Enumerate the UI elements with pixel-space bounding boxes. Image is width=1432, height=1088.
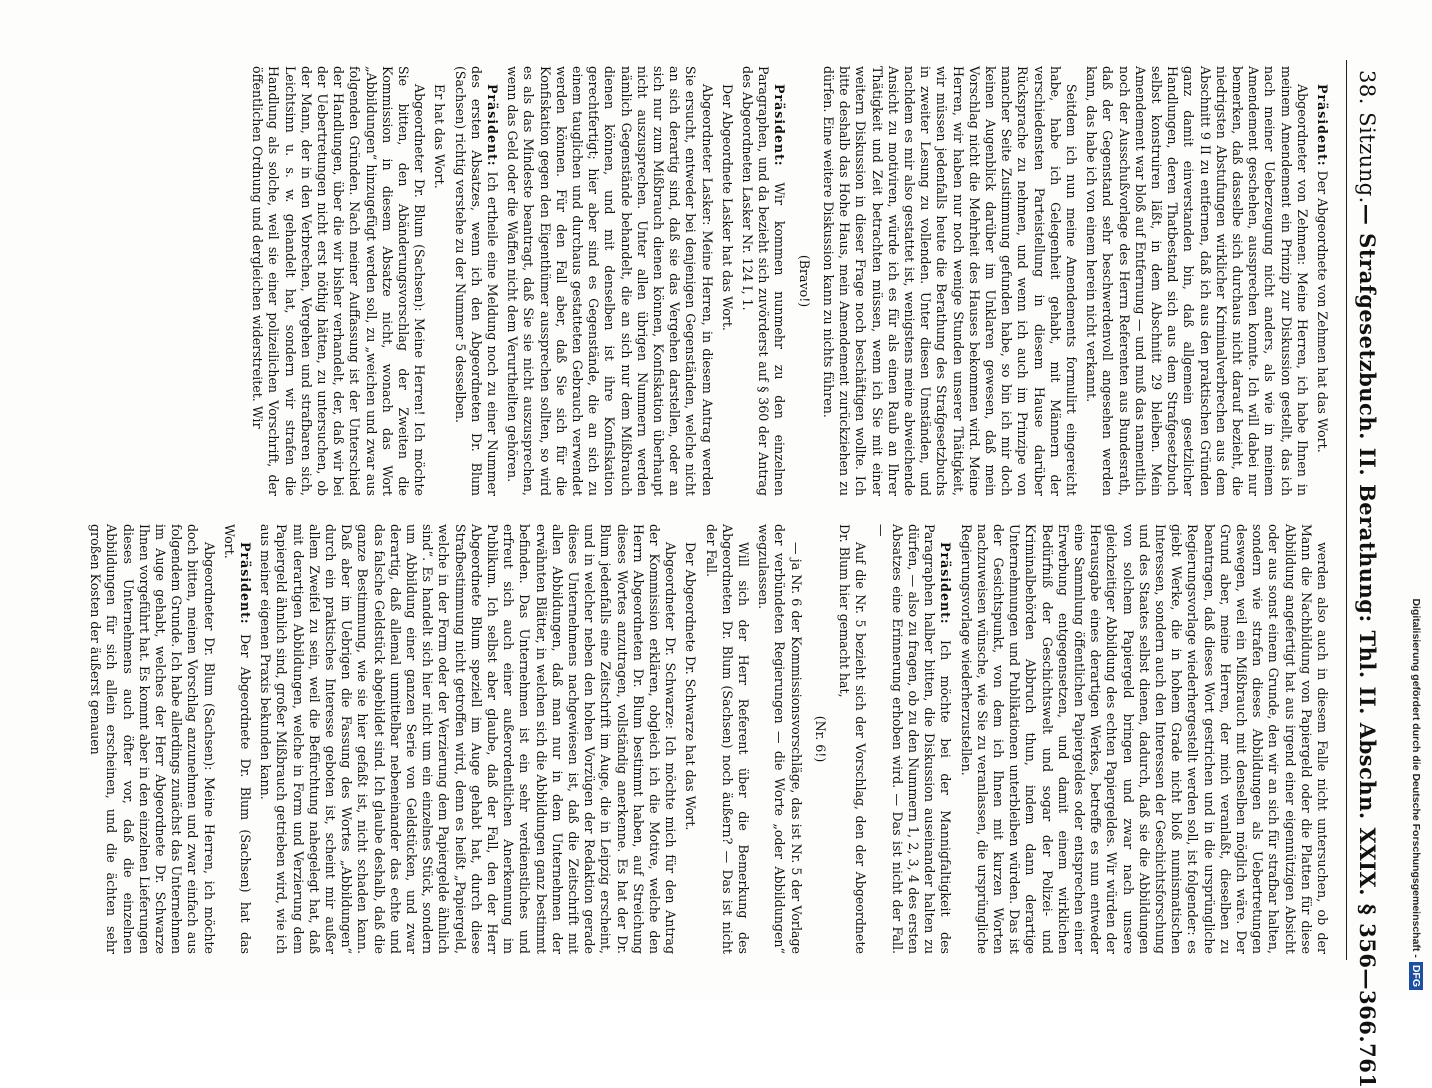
paragraph-text: Will sich der Herr Referent über die Bemerkung des Abgeordneten Dr. Blum (Sachsen) noch äußern? — Das ist nicht der Fall. — [703, 524, 752, 954]
paragraph-text: Der Abgeordnete Dr. Blum (Sachsen) hat das Wort. — [221, 524, 253, 954]
paragraph-text: Der Abgeordnete von Zehmen hat das Wort. — [1315, 166, 1330, 453]
left-paragraph — [504, 66, 715, 496]
speaker-label: Präsident: — [938, 542, 954, 625]
right-paragraph — [957, 524, 1330, 954]
right-paragraph — [836, 524, 868, 954]
paragraph-text: Der Abgeordnete Dr. Schwarze hat das Wort. — [683, 542, 699, 831]
speaker-label: Präsident: — [772, 84, 788, 167]
session-label: 38. Sitzung. — [1355, 70, 1379, 204]
dfg-logo: DFG — [1409, 962, 1423, 990]
speaker-label: Präsident: — [238, 542, 253, 625]
paragraph-text: Er hat das Wort. — [432, 84, 448, 189]
speaker-label: Präsident: — [1315, 84, 1330, 167]
left-paragraph — [431, 66, 447, 496]
paragraph-text: — ja Nr. 6 der Kommissionsvorschläge, das ist Nr. 5 der Vorlage der verbündeten Regierungen — die Worte „oder Abbildungen“ wegzulassen. — [756, 524, 804, 954]
paragraph-text: Wir kommen nunmehr zu den einzelnen Paragraphen, und da bezieht sich zuvörderst auf § 360 der Antrag des Abgeordneten Lasker Nr. 124 I, 1. — [740, 66, 788, 496]
left-paragraph — [820, 66, 1079, 496]
paragraph-text: werden also auch in diesem Falle nicht untersuchen, ob der Mann die Nachbildung von Papiergeld oder die Platten für diese Abbildung angefertigt hat aus irgend einer eigennützigen Absicht oder aus sonst einem Grunde, den wir an sich für strafbar halten, sondern wie strafen dieses Abbildungen als Uebertretungen deswegen, weil ein Mißbrauch mit denselben möglich wäre. Der Grund aber, meine Herren, der mich veranlaßt, dieselben zu beantragen, daß dieses Wort gestrichen und in die ursprüngliche Regierungsvorlage wiederhergestellt werden soll, ist folgender: es giebt Werke, die in hohem Grade nicht bloß numismatischen Interessen, sondern auch den Interessen der Geschichtsforschung und des Staates selbst dienen, dadurch, daß sie die Abbildungen von solchem Papiergeld bringen und zwar nach unsere gleichzeitiger Abbildung des echten Papiergeldes. Wir würden der Herausgabe eines derartigen Werkes, betreffe es nun entweder eine Sammlung öffentlichen Papiergeldes oder entsprechen einer Erwerbung entgegensetzen, und damit einem wirklichen Bedürfniß der Geschichtswelt und sogar der Polizei- und Kriminalbehörden Abbruch thun, indem dann derartige Unternehmungen und Publikationen unterbleiben würden. Das ist der Gesichtspunkt, von dem ich Ihnen mit kurzen Worten nachzuweisen wünsche, wie Sie zu veranlassen, die ursprüngliche Regierungsvorlage wiederherzustellen. — [958, 524, 1330, 954]
paragraph-text: Abgeordneter Dr. Blum (Sachsen): Meine Herren! Ich möchte Sie bitten, den Abänderungsvorschlag der Zweiten die Kommission in diesem Absatze nicht, wonach das Wort „Abbildungen“ hinzugefügt werden soll, zu „weichen und zwar aus folgenden Gründen. Nach meiner Auffassung ist der Unterschied der Handlungen, über die wir bisher verhandelt, der, daß wir bei der Uebertretungen nicht erst nöthig hätten, zu untersuchen, ob der Mann, der in den Verbrechen, Vergehen und strafbaren sich, Leichtsinn u. s. w. gehandelt hat, sondern wir strafen die Handlung als solche, weil sie einer polizeilichen Vorschrift, der öffentlichen Ordnung und dergleichen widerstreitet. Wir — [250, 66, 428, 496]
credit-text: Digitalisierung gefördert durch die Deutsche Forschungsgemeinschaft - — [1410, 598, 1422, 958]
paragraph-text: Der Abgeordnete Lasker hat das Wort. — [719, 84, 735, 331]
paragraph-text: Seitdem ich nun meine Amendements formulirt eingereicht habe, habe ich Gelegenheit gehabt, mit Männern der verschiedensten Parteistellung in diesem Hause darüber Rücksprache zu nehmen, und wenn ich auch im Prinzipe von mancher Seite Zustimmung gefunden habe, so bin ich mir doch keinen Augenblick darüber im Unklaren gewesen, daß mein Vorschlag nicht die Mehrheit des Hauses bekommen wird. Meine Herren, wir haben nur noch wenige Stunden unserer Thätigkeit, wir müssen jedenfalls heute die Berathung des Strafgesetzbuchs in zweiter Lesung zu vollenden. Unter diesen Umständen, und nachdem es mir also gestattet ist, wenigstens meine abweichende Ansicht zu motiviren, würde ich es für als einen Raub an Ihrer Thätigkeit und Zeit betrachten müssen, wenn ich Sie mit einer weitern Diskussion in dieser Frage noch beschäftigen wollte. Ich bitte deshalb das Hohe Haus, mein Amendement zurückziehen zu dürfen. Eine weitere Diskussion kann zu nichts führen. — [820, 66, 1079, 496]
right-paragraph — [755, 524, 804, 954]
right-column — [83, 524, 1330, 954]
paragraph-text: Ich ertheile eine Meldung noch zu einer Nummer des ersten Absatzes, wenn ich den Abgeordneten Dr. Blum (Sachsen) richtig verstehe zu der Nummer 5 desselben. — [452, 66, 501, 496]
speaker-label: Präsident: — [485, 84, 501, 167]
text-columns — [83, 60, 1330, 960]
left-paragraph — [451, 66, 500, 496]
right-paragraph — [702, 524, 751, 954]
right-paragraph — [682, 524, 698, 954]
left-paragraph — [796, 66, 812, 496]
paragraph-text: Abgeordneter Lasker: Meine Herren, in diesem Antrag werden Sie ersucht, entweder bei denjenigen Gegenständen, welche nicht an sich derartig sind, daß sie das Vergehen darstellen, oder an sich nur zum Mißbrauch dienen können, Konfiskation überhaupt nicht auszusprechen. Unter allen übrigen Nummern werden nämlich Gegenstände behandelt, die an sich nur dem Mißbrauch dienen können, und mit denselben ist ihre Konfiskation gerechtfertigt; hier aber sind es Gegenstände, die an sich zu einem tauglichen und durchaus gestatteten Gebrauch verwendet werden können. Für den Fall aber, daß Sie sich für die Konfiskation gegen den Eigenthümer aussprechen sollten, so wird es als das Mindeste beantragt, daß Sie sie nicht auszusprechen, wenn das Geld oder die Waffen nicht dem Verurtheilten gehören. — [505, 66, 715, 496]
paragraph-text: Abgeordneter Dr. Blum (Sachsen): Meine Herren, ich möchte doch bitten, meinen Vorschlag anzunehmen und zwar einfach aus folgendem Grunde. Ich habe allerdings zunächst das Unternehmen im Auge gehabt, welches der Herr Abgeordnete Dr. Schwarze Ihnen vorgeführt hat. Es kommt aber in den einzelnen Lieferungen dieses Unternehmens auch öfter vor, daß die einzelnen Abbildungen für sich allein erscheinen, und die ächten sehr großen Kosten der äußerst genauen — [88, 524, 217, 954]
right-paragraph — [812, 524, 828, 954]
paragraph-text: Ich möchte bei der Mannigfaltigkeit des Paragraphen halber bitten, die Diskussion auseinander halten zu dürfen, — also zu fragen, ob zu den Nummern 1, 2, 3, 4 des ersten Absatzes eine Erinnerung erhoben wird. — Das ist nicht der Fall. — — [873, 524, 954, 954]
right-paragraph — [87, 524, 217, 954]
right-paragraph — [257, 524, 678, 954]
left-paragraph — [1314, 66, 1330, 496]
running-title: — Strafgesetzbuch. II. Berathung: Thl. II. Abschn. XXIX. § 356—366. — [1355, 203, 1380, 1044]
right-paragraph — [872, 524, 953, 954]
page-content — [8, 0, 1400, 1088]
left-paragraph — [739, 66, 788, 496]
paragraph-text: Auf die Nr. 5 bezieht sich der Vorschlag, den der Abgeordnete Dr. Blum hier gemacht hat, — [837, 524, 869, 954]
paragraph-text: (Bravo!) — [796, 254, 812, 308]
left-paragraph — [719, 66, 735, 496]
page-number: 761 — [1355, 1043, 1380, 1088]
left-paragraph — [1083, 66, 1310, 496]
digitization-credit — [1406, 10, 1426, 990]
paragraph-text: (Nr. 6!) — [812, 715, 828, 763]
right-paragraph — [221, 524, 253, 954]
paragraph-text: Abgeordneter Dr. Schwarze: Ich möchte mich für den Antrag der Kommission erklären, obgleich ich die Motive, welche den Herrn Abgeordneten Dr. Blum bestimmt haben, auf Streichung dieses Wortes anzutragen, vollständig anerkenne. Es hat der Dr. Blum jedenfalls eine Zeitschrift im Auge, die in Leipzig erscheint, und in welcher neben den hohen Vorzügen der Redaktion gerade dieses Unternehmens nachgewiesen ist, daß die Zeitschrift mit allen Abbildungen, daß man nur in dem Unternehmen der erwähnten Blätter, in welchen sich die Abbildungen ganz bestimmt befinden. Das Unternehmen ist ein sehr verdienstliches und erfreut sich auch einer außerordentlichen Anerkennung im Publikum. Ich selbst aber glaube, daß der Fall, den der Herr Abgeordnete Blum speziell im Auge gehabt hat, durch diese Strafbestimmung nicht getroffen wird, denn es heißt „Papiergeld, welche in der Form oder der Verzierung dem Papiergelde ähnlich sind“. Es handelt sich hier nicht um ein einzelnes Stück, sondern um Abbildung einer ganzen Serie von Geldstücken, und zwar derartig, daß allemal unmittelbar nebeneinander das echte und das falsche Geldstück abgebildet sind. Ich glaube deshalb, daß die ganze Bestimmung, wie sie hier gefaßt ist, nicht schaden kann. Daß aber im Uebrigen die Fassung des Wortes „Abbildungen“ durch ein praktisches Interesse geboten ist, scheint mir außer allem Zweifel zu sein, weil die Befürchtung nahegelegt hat, daß mit derartigen Abbildungen, welche in Form und Verzierung dem Papiergeld ähnlich sind, großer Mißbrauch getrieben wird, wie ich aus meiner eigenen Praxis bekunden kann. — [258, 524, 679, 954]
left-paragraph — [249, 66, 427, 496]
left-column — [83, 66, 1330, 496]
paragraph-text: Abgeordneter von Zehmen: Meine Herren, ich habe Ihnen in meinem Amendement ein Prinzip zur Diskussion gestellt, das ich nach meiner Ueberzeugung nicht anders, als wie in meinem Amendement geschehen, aussprechen konnte. Ich will dabei nur bemerken, daß dasselbe sich durchaus nicht darauf bezieht, die niedrigsten Abstufungen wirklicher Kriminalverbrechen aus dem Abschnitt 9 II zu entfernen, daß ich aus den praktischen Gründen ganz damit einverstanden bin, daß allgemein gesetzlicher Handlungen, deren Thatbestand sich aus dem Strafgesetzbuch selbst konstruiren läßt, in dem Abschnitt 29 bleiben. Mein Amendement war bloß auf Entfernung — und muß das namentlich noch der Ausschußvorlage des Herrn Referenten aus Bundesrath, daß der Gegenstand sehr beschwerdenvoll angesehen werden kann, das habe ich von einem herein nicht verkannt. — [1084, 66, 1310, 496]
running-head — [1346, 60, 1380, 1088]
